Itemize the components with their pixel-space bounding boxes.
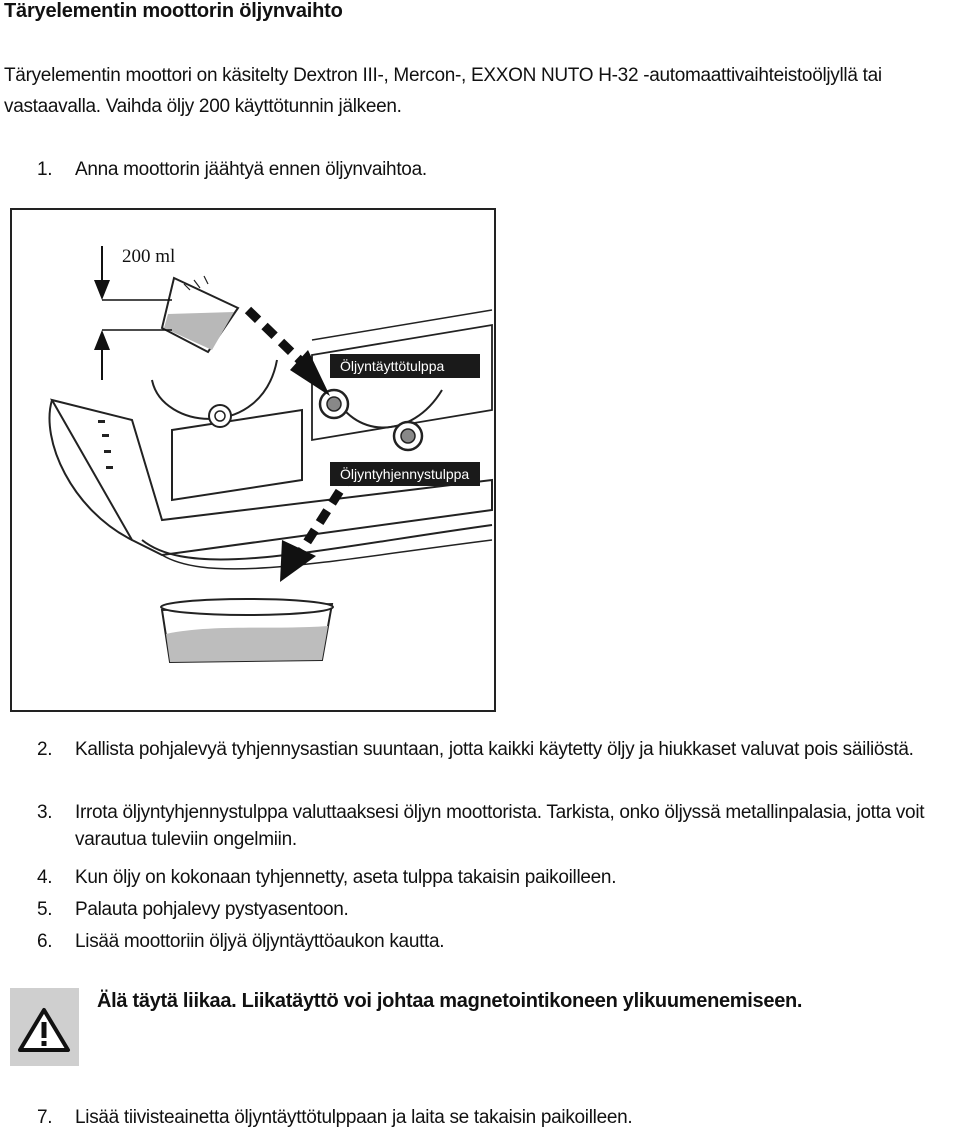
step-number: 5. — [37, 899, 53, 920]
oil-change-illustration — [10, 208, 496, 712]
warning-triangle-icon — [10, 988, 79, 1066]
step-number: 1. — [37, 159, 53, 180]
step-number: 7. — [37, 1107, 53, 1128]
fill-plug-icon — [320, 390, 348, 418]
intro-paragraph: Täryelementin moottori on käsitelty Dextron III-, Mercon-, EXXON NUTO H-32 -automaattivaihteistoöljyllä tai vastaavalla. Vaihda öljy 200 käyttötunnin jälkeen. — [4, 65, 882, 117]
step-text: Palauta pohjalevy pystyasentoon. — [75, 899, 349, 920]
drain-pan-icon — [161, 599, 333, 662]
level-arrow-down-icon — [94, 246, 110, 300]
step-text: Lisää tiivisteainetta öljyntäyttötulppaan ja laita se takaisin paikoilleen. — [75, 1107, 633, 1128]
drain-plug-icon — [394, 422, 422, 450]
step-text: Lisää moottoriin öljyä öljyntäyttöaukon kautta. — [75, 931, 445, 952]
step-number: 2. — [37, 739, 53, 760]
fill-arrow-icon — [248, 310, 330, 396]
level-arrow-up-icon — [94, 330, 110, 380]
warning-text: Älä täytä liikaa. Liikatäyttö voi johtaa magnetointikoneen ylikuumenemiseen. — [97, 990, 803, 1012]
step-text: Anna moottorin jäähtyä ennen öljynvaihtoa. — [75, 159, 427, 180]
page-title: Täryelementin moottorin öljynvaihto — [4, 0, 343, 22]
bolt-icon — [209, 405, 231, 427]
step-text: Kun öljy on kokonaan tyhjennetty, aseta tulppa takaisin paikoilleen. — [75, 867, 617, 888]
step-number: 3. — [37, 802, 53, 823]
step-text: Kallista pohjalevyä tyhjennysastian suuntaan, jotta kaikki käytetty öljy ja hiukkaset valuvat pois säiliöstä. — [75, 739, 914, 760]
step-text: Irrota öljyntyhjennystulppa valuttaaksesi öljyn moottorista. Tarkista, onko öljyssä metallinpalasia, jotta voit varautua tuleviin ongelmiin. — [75, 802, 925, 850]
step-number: 6. — [37, 931, 53, 952]
fill-plug-label: Öljyntäyttötulppa — [340, 358, 445, 374]
warning-icon-box — [10, 988, 79, 1066]
step-number: 4. — [37, 867, 53, 888]
measuring-cup-icon — [162, 276, 238, 352]
drain-plug-label: Öljyntyhjennystulppa — [340, 466, 470, 482]
volume-label: 200 ml — [122, 246, 176, 267]
